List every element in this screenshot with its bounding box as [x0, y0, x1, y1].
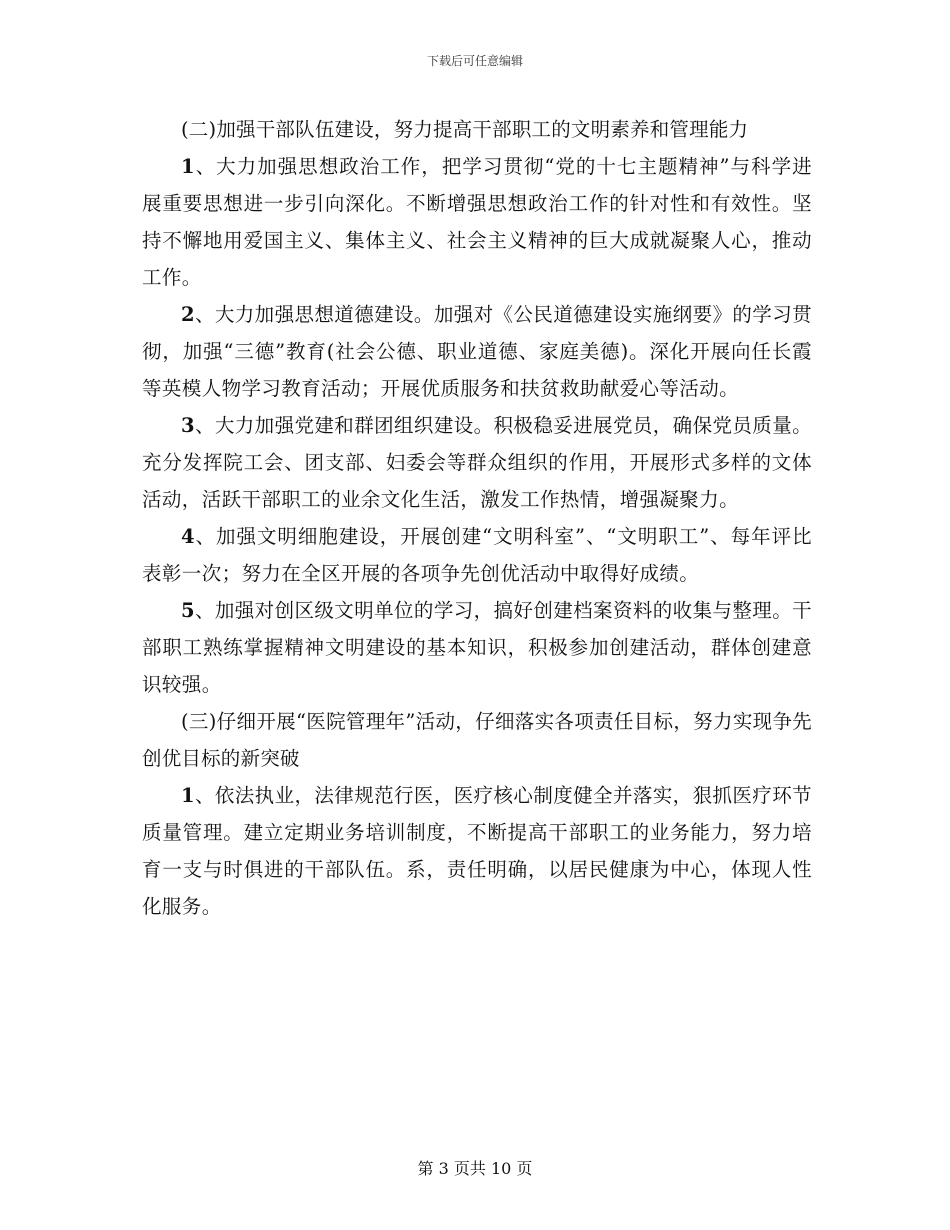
item-number: 2	[181, 303, 195, 326]
paragraph-text: (三)仔细开展“医院管理年”活动，仔细落实各项责任目标，努力实现争先创优目标的新突破	[142, 710, 812, 770]
section-heading-3	[142, 703, 812, 777]
paragraph-3	[142, 407, 812, 518]
paragraph-6	[142, 777, 812, 925]
paragraph-text: 、依法执业，法律规范行医，医疗核心制度健全并落实，狠抓医疗环节质量管理。建立定期业务培训制度，不断提高干部职工的业务能力，努力培育一支与时俱进的干部队伍。系，责任明确，以居民健康为中心，体现人性化服务。	[142, 784, 812, 918]
document-body	[142, 111, 812, 925]
item-number: 5	[181, 599, 195, 622]
item-number: 1	[181, 155, 195, 178]
paragraph-text: 、大力加强党建和群团组织建设。积极稳妥进展党员，确保党员质量。充分发挥院工会、团支部、妇委会等群众组织的作用，开展形式多样的文体活动，活跃干部职工的业余文化生活，激发工作热情，增强凝聚力。	[142, 414, 812, 511]
item-number: 1	[181, 784, 195, 807]
item-number: 3	[181, 414, 195, 437]
page-number: 第 3 页共 10 页	[417, 1159, 533, 1178]
paragraph-2	[142, 296, 812, 407]
paragraph-5	[142, 592, 812, 703]
section-heading-2	[142, 111, 812, 148]
item-number: 4	[181, 525, 195, 548]
paragraph-text: 、加强文明细胞建设，开展创建“文明科室”、“文明职工”、每年评比表彰一次；努力在全区开展的各项争先创优活动中取得好成绩。	[142, 525, 812, 585]
paragraph-text: 、大力加强思想道德建设。加强对《公民道德建设实施纲要》的学习贯彻，加强“三德”教育(社会公德、职业道德、家庭美德)。深化开展向任长霞等英模人物学习教育活动；开展优质服务和扶贫救助献爱心等活动。	[142, 303, 812, 400]
paragraph-1	[142, 148, 812, 296]
paragraph-4	[142, 518, 812, 592]
page-header-note: 下载后可任意编辑	[426, 54, 523, 68]
paragraph-text: (二)加强干部队伍建设，努力提高干部职工的文明素养和管理能力	[181, 118, 749, 141]
paragraph-text: 、加强对创区级文明单位的学习，搞好创建档案资料的收集与整理。干部职工熟练掌握精神文明建设的基本知识，积极参加创建活动，群体创建意识较强。	[142, 599, 812, 696]
paragraph-text: 、大力加强思想政治工作，把学习贯彻“党的十七主题精神”与科学进展重要思想进一步引向深化。不断增强思想政治工作的针对性和有效性。坚持不懈地用爱国主义、集体主义、社会主义精神的巨大成就凝聚人心，推动工作。	[142, 155, 812, 289]
